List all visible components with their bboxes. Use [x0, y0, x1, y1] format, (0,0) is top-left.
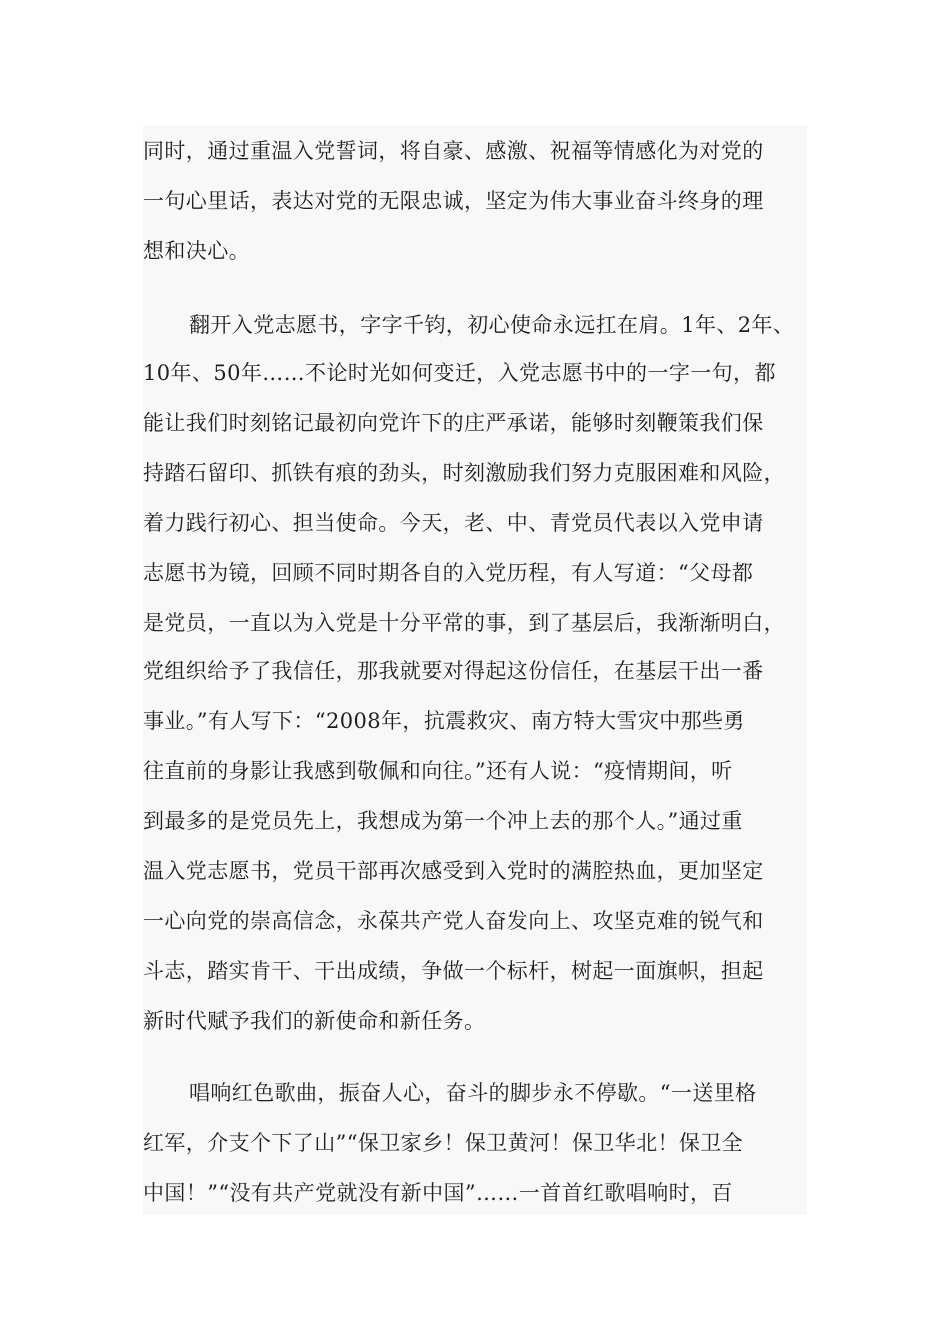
paragraph-2-line-8: 党组织给予了我信任，那我就要对得起这份信任，在基层干出一番 — [143, 659, 764, 683]
paragraph-2-line-2: 10年、50年……不论时光如何变迁，入党志愿书中的一字一句，都 — [143, 361, 776, 385]
paragraph-2-line-13: 一心向党的崇高信念，永葆共产党人奋发向上、攻坚克难的锐气和 — [143, 909, 764, 933]
paragraph-2-line-6: 志愿书为镜，回顾不同时期各自的入党历程，有人写道：“父母都 — [143, 561, 754, 585]
paragraph-3-line-2: 红军，介支个下了山”“保卫家乡！保卫黄河！保卫华北！保卫全 — [143, 1131, 744, 1155]
paragraph-2-line-7: 是党员，一直以为入党是十分平常的事，到了基层后，我渐渐明白， — [143, 611, 785, 635]
paragraph-1-line-2: 一句心里话，表达对党的无限忠诚，坚定为伟大事业奋斗终身的理 — [143, 189, 764, 213]
paragraph-3-line-1: 唱响红色歌曲，振奋人心，奋斗的脚步永不停歇。“一送里格 — [189, 1081, 757, 1105]
paragraph-2-line-9: 事业。”有人写下：“2008年，抗震救灾、南方特大雪灾中那些勇 — [143, 709, 745, 733]
paragraph-2-line-14: 斗志，踏实肯干、干出成绩，争做一个标杆，树起一面旗帜，担起 — [143, 959, 764, 983]
paragraph-2-line-10: 往直前的身影让我感到敬佩和向往。”还有人说：“疫情期间，听 — [143, 759, 733, 783]
paragraph-2-line-11: 到最多的是党员先上，我想成为第一个冲上去的那个人。”通过重 — [143, 809, 743, 833]
paragraph-1-line-1: 同时，通过重温入党誓词，将自豪、感激、祝福等情感化为对党的 — [143, 139, 764, 163]
paragraph-1-line-3: 想和决心。 — [143, 239, 250, 263]
paragraph-2-line-12: 温入党志愿书，党员干部再次感受到入党时的满腔热血，更加坚定 — [143, 859, 764, 883]
paragraph-2-line-3: 能让我们时刻铭记最初向党许下的庄严承诺，能够时刻鞭策我们保 — [143, 411, 764, 435]
paragraph-3-line-3: 中国！”“没有共产党就没有新中国”……一首首红歌唱响时，百 — [143, 1181, 733, 1205]
paragraph-2-line-1: 翻开入党志愿书，字字千钧，初心使命永远扛在肩。1年、2年、 — [189, 313, 795, 337]
paragraph-2-line-15: 新时代赋予我们的新使命和新任务。 — [143, 1009, 486, 1033]
paragraph-2-line-4: 持踏石留印、抓铁有痕的劲头，时刻激励我们努力克服困难和风险， — [143, 461, 785, 485]
paragraph-2-line-5: 着力践行初心、担当使命。今天，老、中、青党员代表以入党申请 — [143, 511, 764, 535]
